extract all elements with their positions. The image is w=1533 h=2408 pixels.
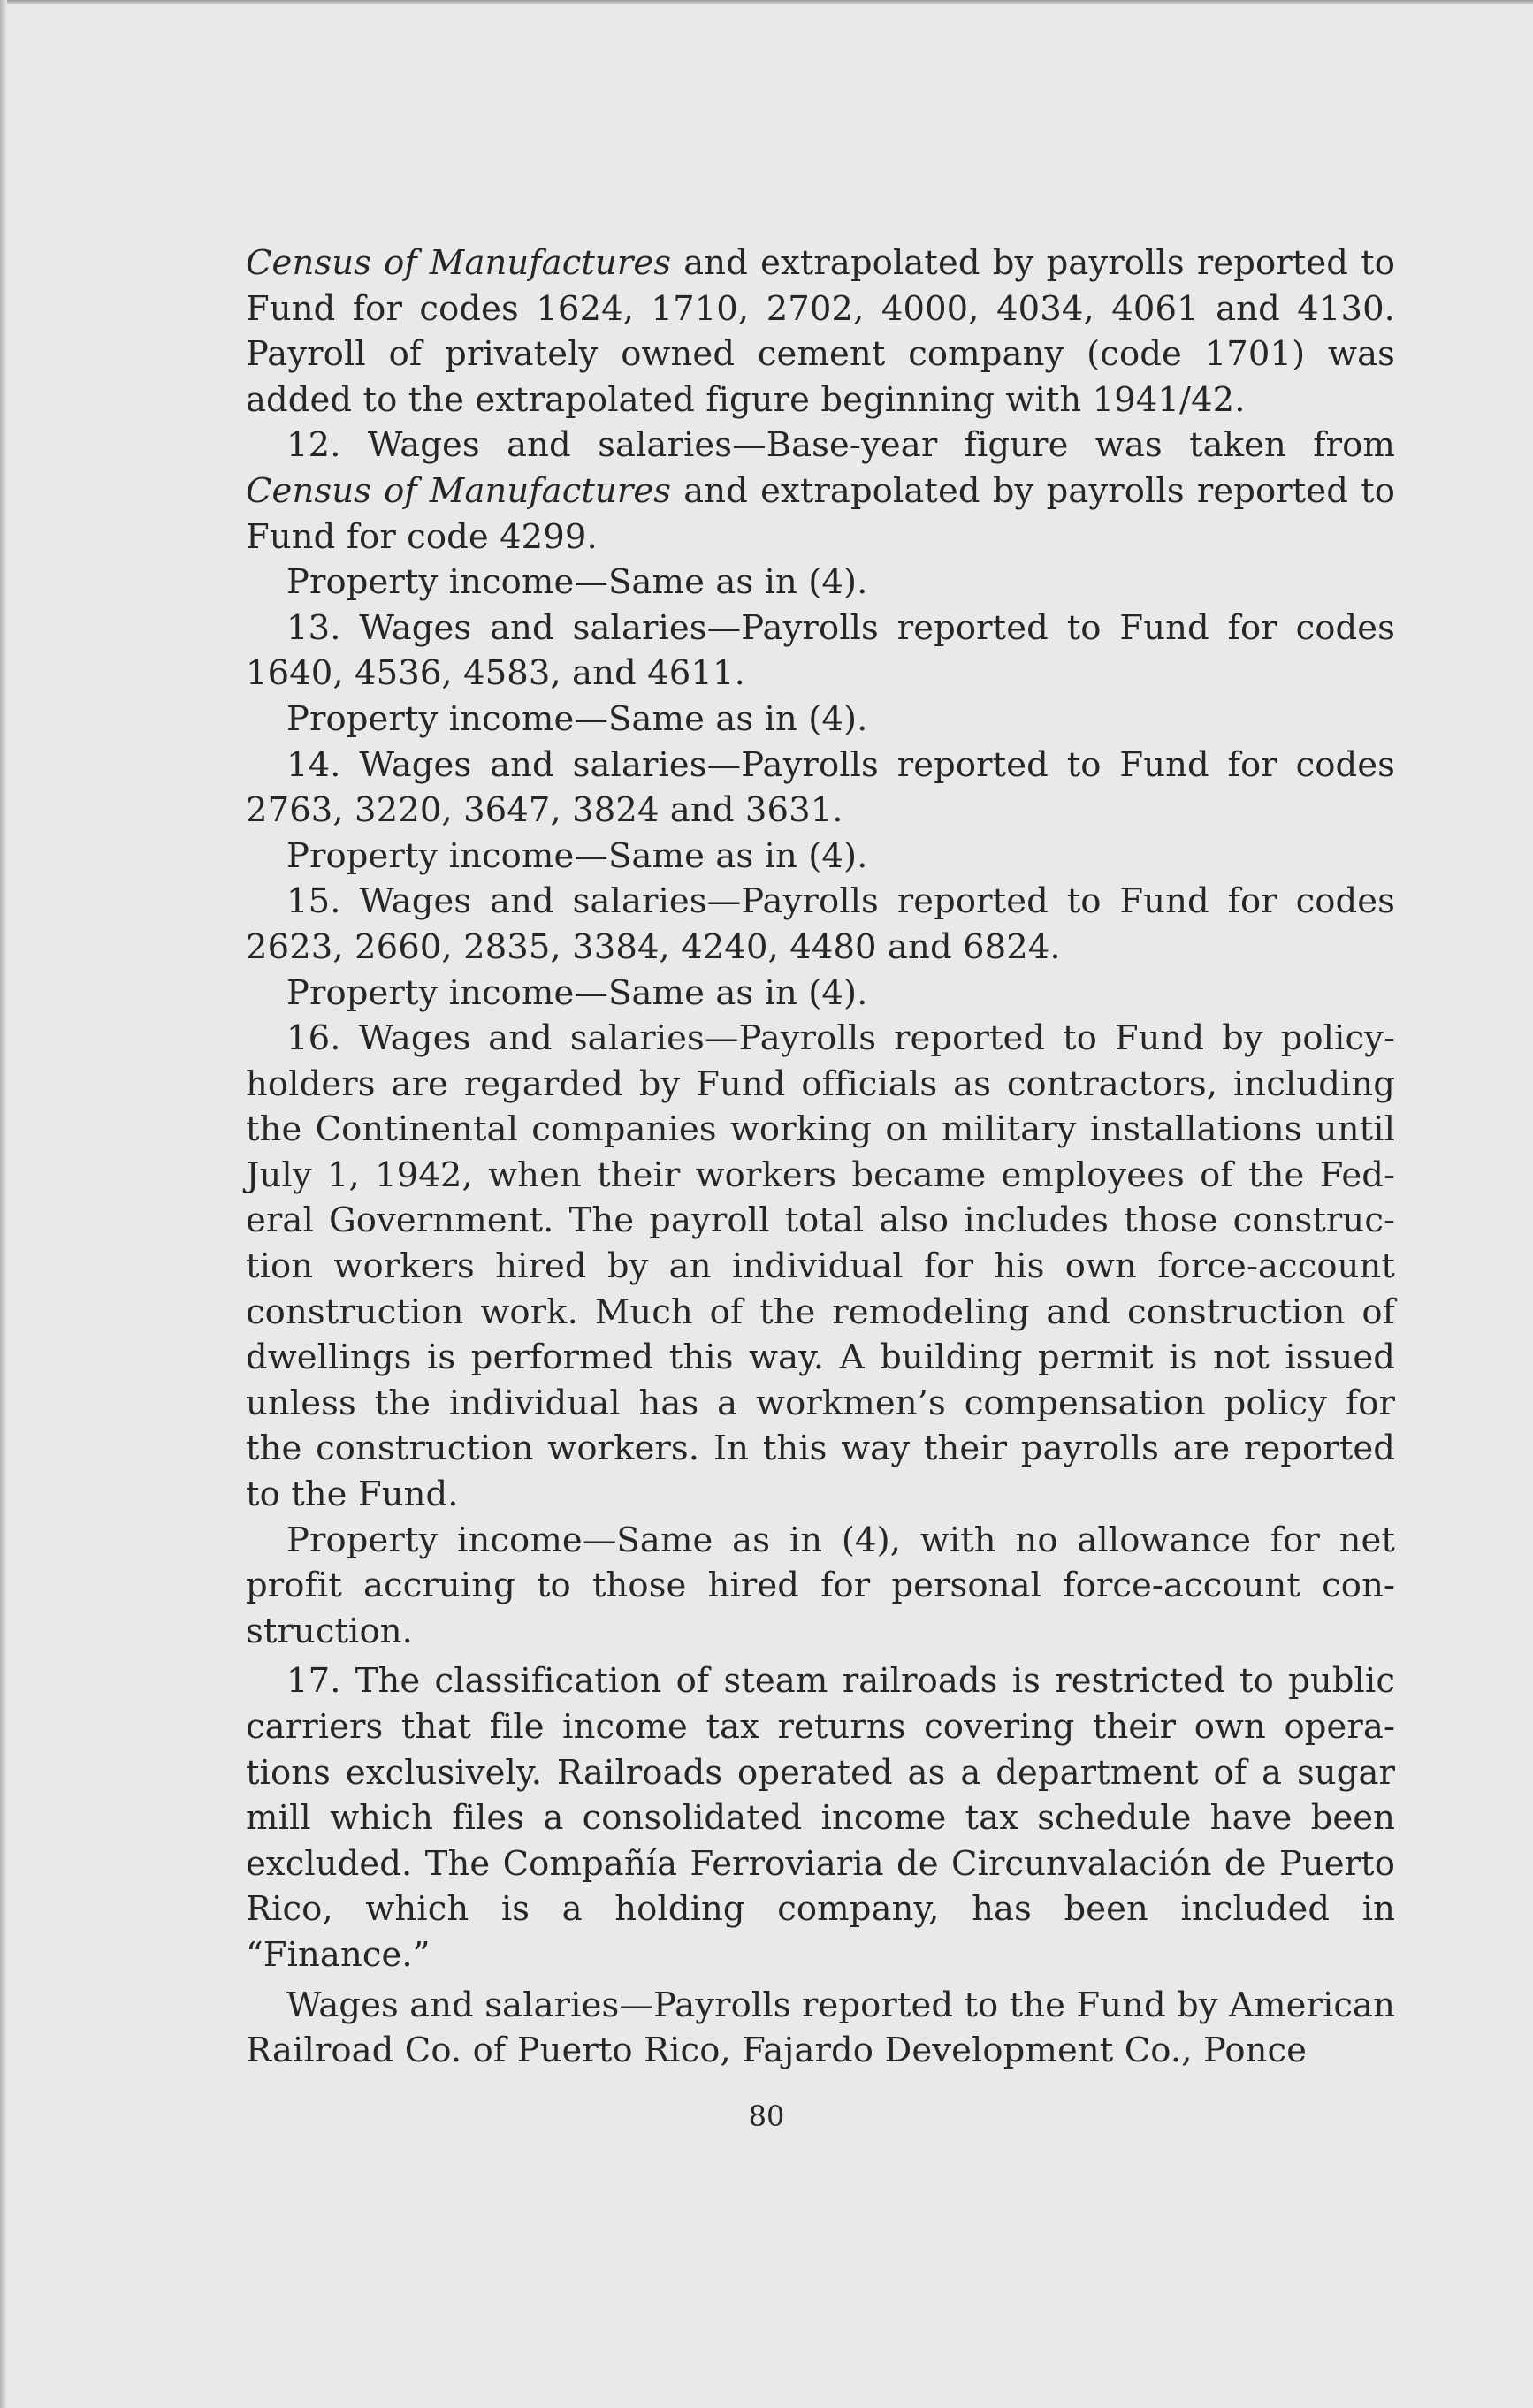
paragraph-property-income: Property income—Same as in (4). bbox=[286, 562, 868, 603]
paragraph-item-17: 17. The classification of steam railroads is restricted to public carriers that file income tax returns covering their own operations exclusively. Railroads operated as a department of a sugar mill which files a consolidated income tax schedule have been excluded. The Compañía Ferroviaria de Circunvalación de Puerto Rico, which is a holding company, has been included in “Finance.” bbox=[246, 1661, 1395, 1975]
paragraph-property-income: Property income—Same as in (4). bbox=[286, 972, 868, 1013]
paragraph-item-12 bbox=[246, 423, 1395, 560]
paragraph-census-continuation bbox=[246, 240, 1395, 423]
paragraph-text: and extrapolated by payrolls reported to Fund for code 4299. bbox=[246, 470, 1396, 557]
italic-title: Census of Manufactures bbox=[246, 470, 672, 511]
paragraph-text: 12. Wages and salaries—Base-year figure was taken from bbox=[286, 425, 1395, 466]
paragraph-item-15: 15. Wages and salaries—Payrolls reported to Fund for codes 2623, 2660, 2835, 3384, 4240, 4480 and 6824. bbox=[246, 881, 1395, 967]
italic-title: Census of Manufactures bbox=[246, 243, 672, 283]
text-column bbox=[246, 240, 1395, 2074]
paragraph-property-income: Property income—Same as in (4). bbox=[286, 835, 868, 876]
page-number: 80 bbox=[748, 2099, 785, 2133]
page-top-edge bbox=[0, 0, 1533, 5]
paragraph-item-13: 13. Wages and salaries—Payrolls reported to Fund for codes 1640, 4536, 4583, and 4611. bbox=[246, 607, 1395, 694]
paragraph-item-14: 14. Wages and salaries—Payrolls reported to Fund for codes 2763, 3220, 3647, 3824 and 3631. bbox=[246, 744, 1395, 831]
paragraph-text: and extrapolated by payrolls reported to Fund for codes 1624, 1710, 2702, 4000, 4034, 4061 and 4130. Payroll of privately owned cement company (code 1701) was added to the extrapolated figure beginning with 1941/42. bbox=[246, 243, 1396, 420]
paragraph-item-16: 16. Wages and salaries—Payrolls reported to Fund by policyholders are regarded by Fund officials as contractors, including the Continental companies working on military installations until July 1, 1942, when their workers became employees of the Federal Government. The payroll total also includes those construction workers hired by an individual for his own force-account construction work. Much of the remodeling and construction of dwellings is performed this way. A building permit is not issued unless the individual has a workmen’s compensation policy for the construction workers. In this way their payrolls are reported to the Fund. bbox=[246, 1018, 1395, 1515]
page-left-edge bbox=[0, 0, 7, 2408]
paragraph-property-income-16: Property income—Same as in (4), with no allowance for net profit accruing to those hired for personal force-account construction. bbox=[246, 1520, 1395, 1651]
paragraph-wages-railroad: Wages and salaries—Payrolls reported to the Fund by American Railroad Co. of Puerto Rico, Fajardo Development Co., Ponce bbox=[246, 1985, 1395, 2071]
paragraph-property-income: Property income—Same as in (4). bbox=[286, 698, 868, 739]
